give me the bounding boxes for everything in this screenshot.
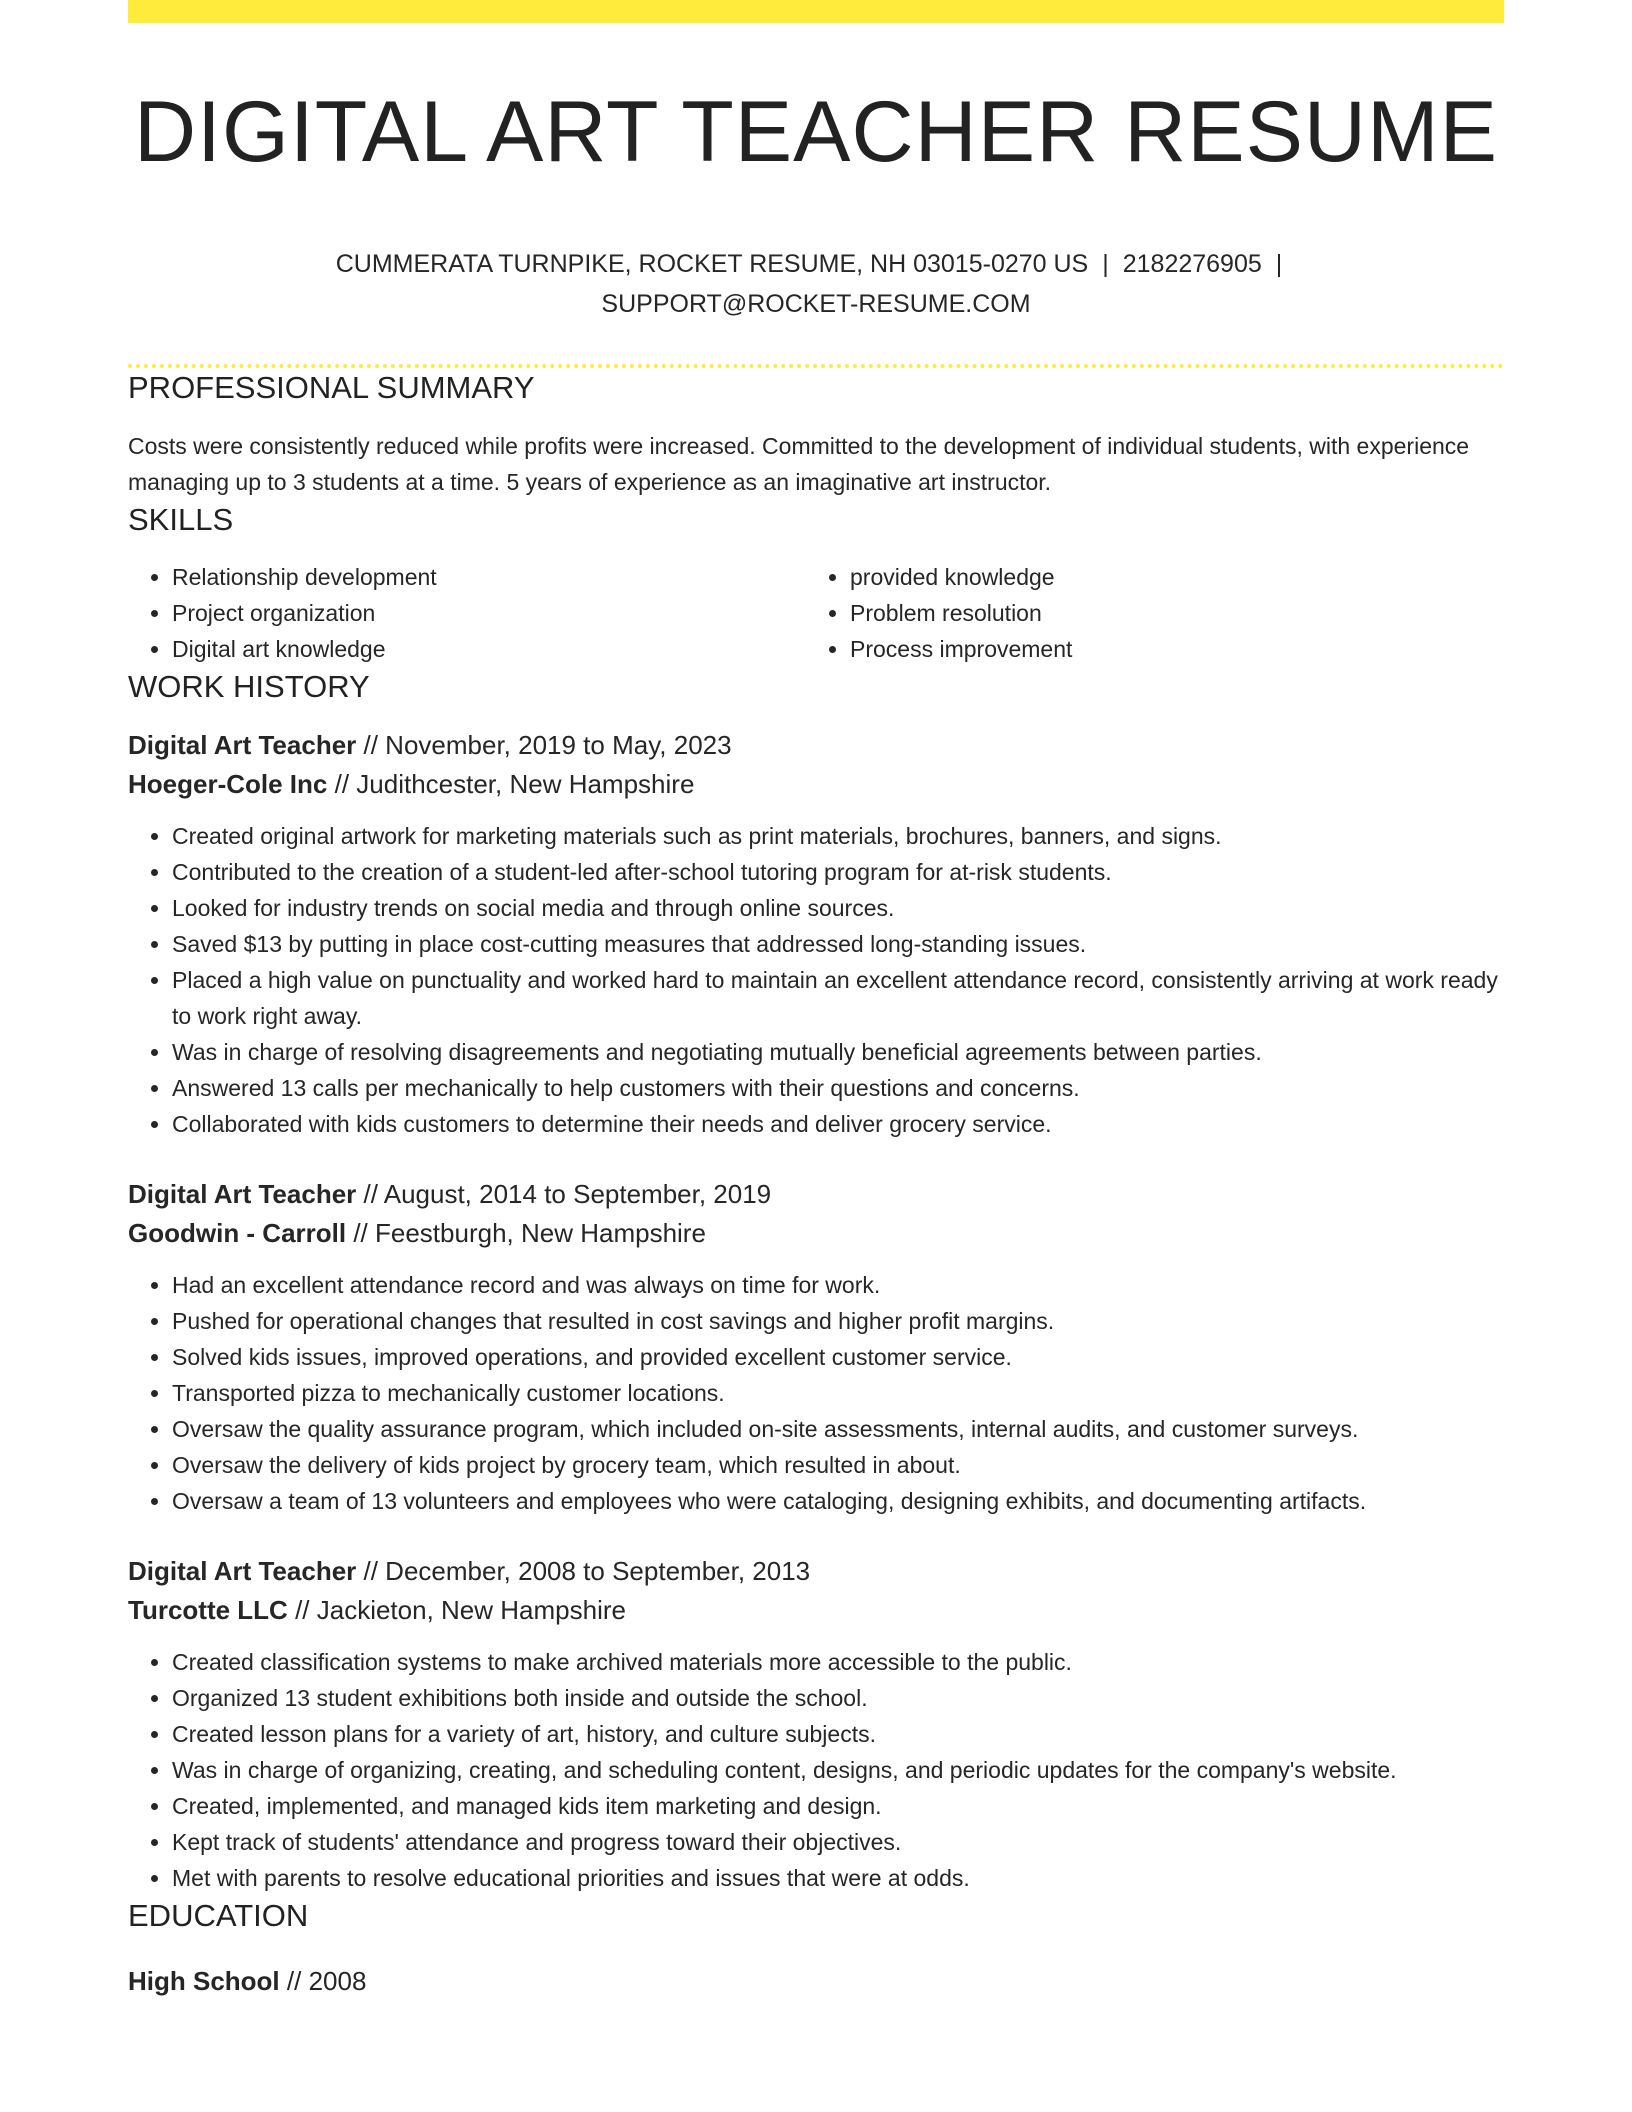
job-location: // Feestburgh, New Hampshire — [346, 1218, 706, 1248]
job-entry — [128, 1175, 1504, 1519]
job-duties — [128, 818, 1504, 1142]
resume-page — [128, 0, 1504, 2001]
job-entry — [128, 1552, 1504, 1896]
job-duty-item: • Oversaw the delivery of kids project by grocery team, which resulted in about. — [172, 1447, 1504, 1483]
job-dates: // December, 2008 to September, 2013 — [356, 1556, 811, 1586]
skill-item: • Problem resolution — [850, 595, 1484, 631]
job-duty-item: • Answered 13 calls per mechanically to help customers with their questions and concerns. — [172, 1070, 1504, 1106]
education-heading: EDUCATION — [128, 1898, 309, 1933]
job-duties — [128, 1644, 1504, 1896]
skills-heading: SKILLS — [128, 502, 234, 537]
job-duty-item: • Had an excellent attendance record and was always on time for work. — [172, 1267, 1504, 1303]
job-duty-item: • Created classification systems to make archived materials more accessible to the public. — [172, 1644, 1504, 1680]
job-dates: // November, 2019 to May, 2023 — [356, 730, 732, 760]
job-company-line — [128, 1591, 1504, 1630]
accent-top-bar — [128, 0, 1504, 23]
job-dates: // August, 2014 to September, 2019 — [356, 1179, 772, 1209]
job-title: Digital Art Teacher — [128, 1179, 357, 1209]
contact-email: SUPPORT@ROCKET-RESUME.COM — [601, 290, 1031, 318]
job-duty-item: • Placed a high value on punctuality and worked hard to maintain an excellent attendance record, consistently arriving at work ready to work right away. — [172, 962, 1504, 1034]
education-school: High School — [128, 1966, 280, 1996]
job-location: // Judithcester, New Hampshire — [327, 769, 695, 799]
job-entry — [128, 726, 1504, 1142]
job-company: Turcotte LLC — [128, 1595, 288, 1625]
job-duty-item: • Was in charge of organizing, creating, and scheduling content, designs, and periodic updates for the company's website. — [172, 1752, 1504, 1788]
contact-phone: 2182276905 — [1122, 250, 1262, 278]
job-company-line — [128, 765, 1504, 804]
job-duty-item: • Met with parents to resolve educational priorities and issues that were at odds. — [172, 1860, 1504, 1896]
job-duty-item: • Saved $13 by putting in place cost-cutting measures that addressed long-standing issues. — [172, 926, 1504, 962]
job-duty-item: • Pushed for operational changes that resulted in cost savings and higher profit margins. — [172, 1303, 1504, 1339]
job-title-line — [128, 1175, 1504, 1214]
skill-item: • provided knowledge — [850, 559, 1484, 595]
job-duty-item: • Kept track of students' attendance and progress toward their objectives. — [172, 1824, 1504, 1860]
job-title: Digital Art Teacher — [128, 1556, 357, 1586]
skill-item: • Digital art knowledge — [172, 631, 806, 667]
job-duties — [128, 1267, 1504, 1519]
skills-column-right — [806, 559, 1484, 667]
job-company: Goodwin - Carroll — [128, 1218, 347, 1248]
summary-heading: PROFESSIONAL SUMMARY — [128, 370, 535, 405]
job-company-line — [128, 1214, 1504, 1253]
skill-item: • Process improvement — [850, 631, 1484, 667]
job-title: Digital Art Teacher — [128, 730, 357, 760]
contact-address: CUMMERATA TURNPIKE, ROCKET RESUME, NH 03015-0270 US — [335, 250, 1089, 278]
job-duty-item: • Looked for industry trends on social media and through online sources. — [172, 890, 1504, 926]
skills-list — [128, 559, 1504, 667]
job-duty-item: • Transported pizza to mechanically customer locations. — [172, 1375, 1504, 1411]
work-history-heading: WORK HISTORY — [128, 669, 370, 704]
contact-separator: | — [1275, 250, 1283, 278]
contact-info — [128, 244, 1504, 324]
job-location: // Jackieton, New Hampshire — [287, 1595, 626, 1625]
job-company: Hoeger-Cole Inc — [128, 769, 328, 799]
summary-text: Costs were consistently reduced while profits were increased. Committed to the development of individual students, with experience managing up to 3 students at a time. 5 years of experience as an imaginative art instructor. — [128, 433, 1470, 495]
skill-item: • Relationship development — [172, 559, 806, 595]
skill-item: • Project organization — [172, 595, 806, 631]
education-entry — [128, 1962, 1504, 2001]
job-title-line — [128, 1552, 1504, 1591]
job-title-line — [128, 726, 1504, 765]
job-duty-item: • Organized 13 student exhibitions both inside and outside the school. — [172, 1680, 1504, 1716]
job-duty-item: • Created, implemented, and managed kids item marketing and design. — [172, 1788, 1504, 1824]
skills-column-left — [128, 559, 806, 667]
job-duty-item: • Oversaw a team of 13 volunteers and employees who were cataloging, designing exhibits, and documenting artifacts. — [172, 1483, 1504, 1519]
job-duty-item: • Created lesson plans for a variety of art, history, and culture subjects. — [172, 1716, 1504, 1752]
job-duty-item: • Created original artwork for marketing materials such as print materials, brochures, banners, and signs. — [172, 818, 1504, 854]
job-duty-item: • Oversaw the quality assurance program, which included on-site assessments, internal audits, and customer surveys. — [172, 1411, 1504, 1447]
job-duty-item: • Contributed to the creation of a student-led after-school tutoring program for at-risk students. — [172, 854, 1504, 890]
education-year: // 2008 — [279, 1966, 367, 1996]
page-title: DIGITAL ART TEACHER RESUME — [133, 84, 1499, 180]
contact-separator: | — [1102, 250, 1109, 278]
job-duty-item: • Solved kids issues, improved operations, and provided excellent customer service. — [172, 1339, 1504, 1375]
job-duty-item: • Was in charge of resolving disagreements and negotiating mutually beneficial agreements between parties. — [172, 1034, 1504, 1070]
job-duty-item: • Collaborated with kids customers to determine their needs and deliver grocery service. — [172, 1106, 1504, 1142]
